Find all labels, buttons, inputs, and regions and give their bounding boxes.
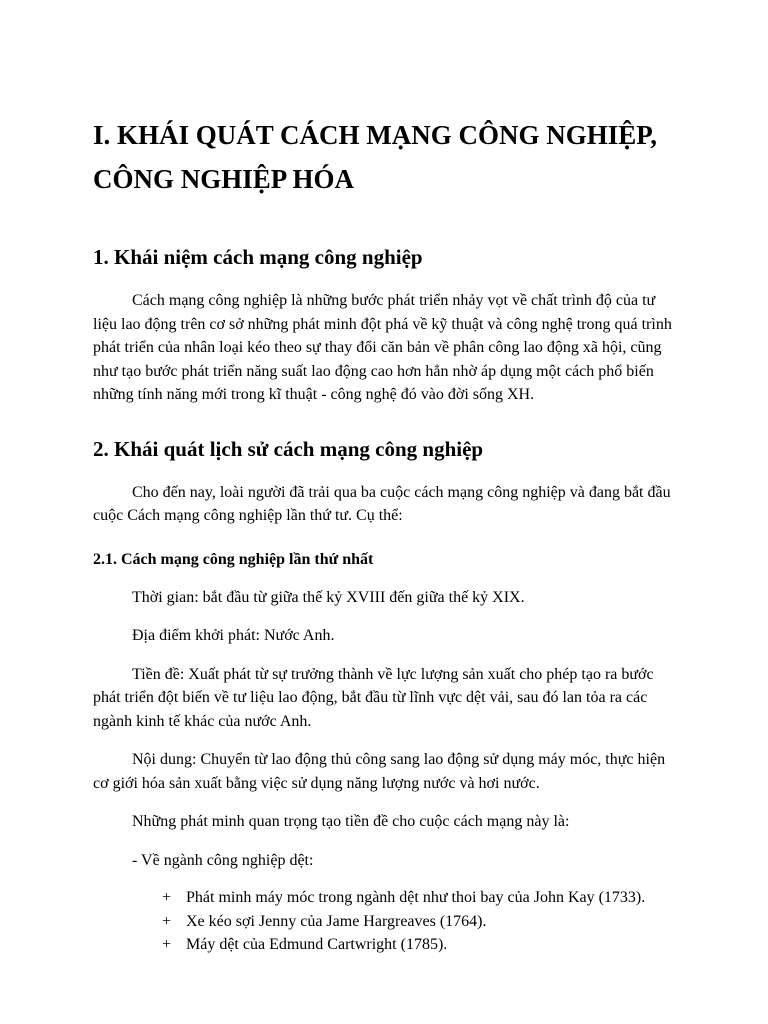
list-item-text: Phát minh máy móc trong ngành dệt như thoi bay của John Kay (1733). xyxy=(186,889,646,906)
list-item-text: Máy dệt của Edmund Cartwright (1785). xyxy=(186,936,448,953)
plus-bullet: + xyxy=(162,889,172,906)
section-1-heading: 1. Khái niệm cách mạng công nghiệp xyxy=(93,245,423,269)
place-paragraph: Địa điểm khởi phát: Nước Anh. xyxy=(132,627,335,644)
list-item xyxy=(93,933,678,957)
plus-bullet: + xyxy=(162,936,172,953)
textile-inventions-list xyxy=(93,886,678,957)
content-paragraph: Nội dung: Chuyển từ lao động thủ công sang lao động sử dụng máy móc, thực hiện cơ giới hóa sản xuất bằng việc sử dụng năng lượng nước và hơi nước. xyxy=(93,751,666,792)
textile-intro-paragraph: - Về ngành công nghiệp dệt: xyxy=(132,851,314,869)
section-1-paragraph: Cách mạng công nghiệp là những bước phát triển nhảy vọt về chất trình độ của tư liệu lao động trên cơ sở những phát minh đột phá về kỹ thuật và công nghệ trong quá trình phát triển của nhân loại kéo theo sự thay đổi căn bản về phân công lao động xã hội, cũng như tạo bước phát triển năng suất lao động cao hơn hẳn nhờ áp dụng một cách phổ biến những tính năng mới trong kĩ thuật - công nghệ đó vào đời sống XH. xyxy=(93,292,672,403)
section-2-paragraph: Cho đến nay, loài người đã trải qua ba cuộc cách mạng công nghiệp và đang bắt đầu cuộc Cách mạng công nghiệp lần thứ tư. Cụ thể: xyxy=(93,483,671,524)
plus-bullet: + xyxy=(162,912,172,930)
premise-paragraph: Tiền đề: Xuất phát từ sự trưởng thành về lực lượng sản xuất cho phép tạo ra bước phát triển đột biến về tư liệu lao động, bắt đầu từ lĩnh vực dệt vải, sau đó lan tỏa ra các ngành kinh tế khác của nước Anh. xyxy=(93,665,654,730)
list-item-text: Xe kéo sợi Jenny của Jame Hargreaves (1764). xyxy=(186,912,487,930)
document-page xyxy=(93,113,678,957)
inventions-intro-paragraph: Những phát minh quan trọng tạo tiền đề cho cuộc cách mạng này là: xyxy=(132,813,570,830)
list-item xyxy=(93,886,678,910)
subsection-2-1-heading: 2.1. Cách mạng công nghiệp lần thứ nhất xyxy=(93,550,374,568)
document-title: I. KHÁI QUÁT CÁCH MẠNG CÔNG NGHIỆP, CÔNG NGHIỆP HÓA xyxy=(93,120,658,194)
time-paragraph: Thời gian: bắt đầu từ giữa thế kỷ XVIII đến giữa thế kỷ XIX. xyxy=(132,588,525,606)
section-2-heading: 2. Khái quát lịch sử cách mạng công nghiệp xyxy=(93,436,484,461)
list-item xyxy=(93,910,678,934)
